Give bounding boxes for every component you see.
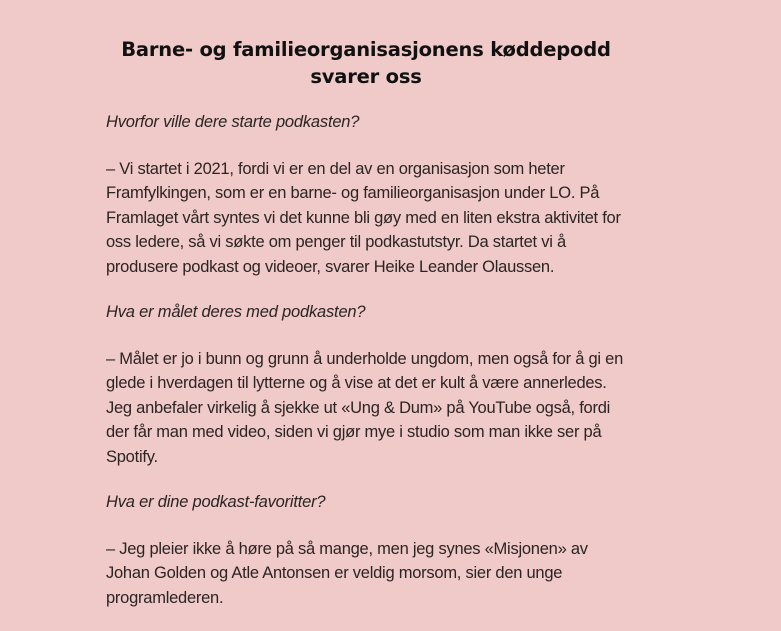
answer-2: – Målet er jo i bunn og grunn å underholde ungdom, men også for å gi en glede i hverdagen til lytterne og å vise at det er kult å være annerledes. Jeg anbefaler virkelig å sjekke ut «Ung & Dum» på YouTube også, fordi der får man med video, siden vi gjør mye i studio som man ikke ser på Spotify. [106,350,624,466]
answer-3: – Jeg pleier ikke å høre på så mange, men jeg synes «Misjonen» av Johan Golden og Atle Antonsen er veldig morsom, sier den unge programlederen. [106,540,588,607]
question-1: Hvorfor ville dere starte podkasten? [106,113,360,131]
answer-1: – Vi startet i 2021, fordi vi er en del av en organisasjon som heter Framfylkingen, som er en barne- og familieorganisasjon under LO. På Framlaget vårt syntes vi det kunne bli gøy med en liten ekstra aktivitet for oss ledere, så vi søkte om penger til podkastutstyr. Da startet vi å produsere podkast og videoer, svarer Heike Leander Olaussen. [106,160,621,276]
question-3: Hva er dine podkast-favoritter? [106,493,326,512]
article-title: Barne- og familieorganisasjonens køddepodd svarer oss [121,38,611,88]
article [106,36,626,631]
question-2: Hva er målet deres med podkasten? [106,303,366,322]
